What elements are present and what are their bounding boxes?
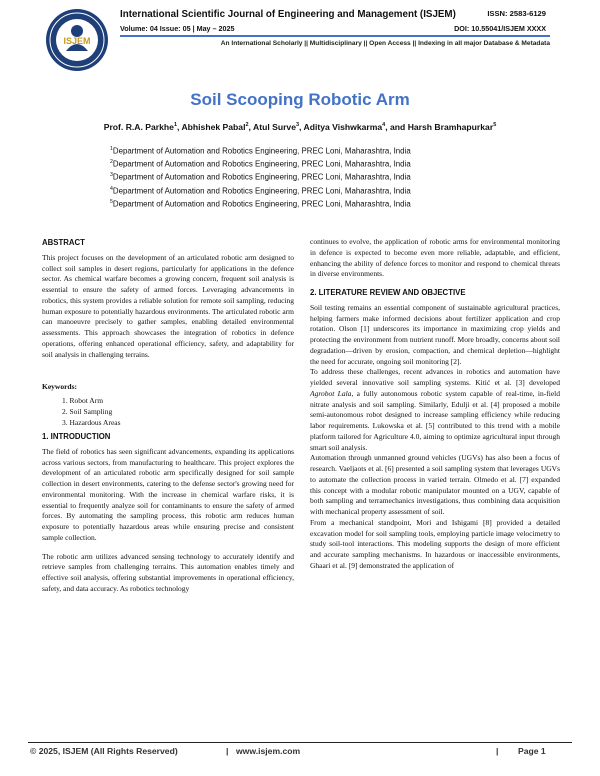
affiliation-sup: 4 xyxy=(110,185,113,192)
author-name: Atul Surve xyxy=(253,122,296,132)
journal-volume: Volume: 04 Issue: 05 | May – 2025 xyxy=(120,24,235,33)
keyword-item: 1. Robot Arm xyxy=(62,396,104,405)
introduction-paragraph: The robotic arm utilizes advanced sensing technology to accurately identify and retrieve samples from challenging terrains. This automation enables timely and effective soil analysis, offering substantial improvements in operational efficiency, safety, and data accuracy. As robotics technology xyxy=(42,551,294,593)
logo-text: ISJEM xyxy=(63,36,91,46)
footer-copyright: © 2025, ISJEM (All Rights Reserved) xyxy=(30,746,178,756)
affiliation-sup: 2 xyxy=(110,159,113,166)
affiliation-sup: 3 xyxy=(110,172,113,179)
affiliation xyxy=(110,144,510,157)
affiliation-text: Department of Automation and Robotics Engineering, PREC Loni, Maharashtra, India xyxy=(112,199,411,209)
system-name: Agrobot Lala xyxy=(310,388,352,398)
journal-tagline: An International Scholarly || Multidisciplinary || Open Access || Indexing in all major Database & Metadata xyxy=(220,40,550,47)
author-sup: 2 xyxy=(245,122,249,129)
literature-paragraph: To address these challenges, recent advances in robotics and automation have yielded several innovative soil sampling systems. Kitić et al. [3] developed Agrobot Lala, a fully autonomous robotic system capable of real-time, in-field nitrate analysis and soil sampling. Similarly, Edulji et al. [4] proposed a mobile semi-autonomous robot designed to increase sampling efficiency while reducing labor requirements. Lukowska et al. [5] contributed to this trend with a mobile platform tailored for Agriculture 4.0, aiming to optimize agricultural input through smart soil analysis. xyxy=(310,367,561,452)
footer-separator: | xyxy=(496,746,499,756)
footer-separator: | xyxy=(226,746,229,756)
author-sup: 5 xyxy=(493,122,497,129)
author-name: Abhishek Pabal xyxy=(181,122,246,132)
author-separator: , and xyxy=(385,122,408,132)
affiliation-text: Department of Automation and Robotics Engineering, PREC Loni, Maharashtra, India xyxy=(112,159,411,169)
author-separator: , xyxy=(299,122,304,132)
literature-heading: 2. LITERATURE REVIEW AND OBJECTIVE xyxy=(310,288,466,297)
literature-paragraph: Soil testing remains an essential component of sustainable agricultural practices, helping farmers make informed decisions about fertilizer application and crop rotation. Olson [1] underscores its importance in maximizing crop yields and protecting the environment from nutrient runoff. More broadly, concerns about soil degradation—driven by erosion, compaction, and chemical depletion—highlight the need for accurate, ongoing soil monitoring [2]. xyxy=(310,302,560,366)
author-sup: 1 xyxy=(173,122,177,129)
affiliation xyxy=(110,170,510,183)
author-sup: 4 xyxy=(382,122,386,129)
introduction-heading: 1. INTRODUCTION xyxy=(42,432,111,441)
author-separator: , xyxy=(248,122,253,132)
affiliation xyxy=(110,197,510,210)
keywords-label: Keywords: xyxy=(42,382,77,392)
affiliation xyxy=(110,184,510,197)
abstract-text: This project focuses on the development of an articulated robotic arm designed to collect soil samples in desert regions, particularly for applications in the defence sector. As chemical warfare becomes a growing concern, frequent soil analysis is essential to ensure the safety of armed forces. Leveraging advancements in robotics, this system provides a reliable solution for remote soil sampling, reducing human exposure to potentially hazardous environments. The articulated robotic arm can manoeuvre precisely to gather samples, enabling detailed environmental assessments. This approach showcases the integration of robotics in defence operations, offering enhanced operational efficiency, safety, and adaptability for soil analysis in challenging terrains. xyxy=(42,252,294,359)
affiliation-sup: 1 xyxy=(110,146,113,152)
journal-logo xyxy=(44,7,110,73)
journal-header xyxy=(0,0,600,78)
journal-issn: ISSN: 2583-6129 xyxy=(487,9,546,18)
footer-divider xyxy=(28,742,572,743)
left-column xyxy=(42,238,294,595)
keywords-list xyxy=(42,395,294,428)
author-sup: 3 xyxy=(295,122,300,129)
author-separator: , xyxy=(177,122,182,132)
author-name: Aditya Vishwkarma xyxy=(303,122,383,132)
abstract-heading: ABSTRACT xyxy=(42,238,85,247)
author-name: Harsh Bramhapurkar xyxy=(407,122,494,132)
affiliation xyxy=(110,157,510,170)
right-column xyxy=(310,237,560,572)
affiliation-text: Department of Automation and Robotics Engineering, PREC Loni, Maharashtra, India xyxy=(112,173,411,183)
introduction-continued: continues to evolve, the application of robotic arms for environmental monitoring in defence is expected to become even more reliable, adaptable, and efficient, enhancing the ability of defence forces to monitor and respond to chemical threats in diverse environments. xyxy=(310,237,560,279)
paper-title: Soil Scooping Robotic Arm xyxy=(190,90,410,109)
journal-doi: DOI: 10.55041/ISJEM XXXX xyxy=(454,24,546,33)
footer-website-link[interactable]: www.isjem.com xyxy=(236,746,301,756)
affiliation-list xyxy=(110,144,510,210)
affiliation-sup: 5 xyxy=(110,198,113,205)
author-name: Prof. R.A. Parkhe xyxy=(103,122,174,132)
introduction-paragraph: The field of robotics has seen significant advancements, expanding its applications across various sectors, from manufacturing to healthcare. This project explores the development of an articulated robotic arm specifically designed for soil sample collection in desert environments, catering to the defense sector's growing need for environmental monitoring. With the increase in chemical warfare risks, it is essential to frequently analyze soil for contaminants to ensure the safety of armed forces. By automating the sampling process, this robotic arm reduces human exposure to potentially hazardous areas while ensuring precise and consistent sample collection. xyxy=(42,446,294,542)
affiliation-text: Department of Automation and Robotics Engineering, PREC Loni, Maharashtra, India xyxy=(112,146,411,156)
author-list xyxy=(0,122,600,132)
header-divider xyxy=(120,35,550,37)
literature-paragraph: Automation through unmanned ground vehicles (UGVs) has also been a focus of research. Vaeljaots et al. [6] presented a soil sampling system that leverages UGVs to automate the collection process in varied terrain. Olmedo et al. [7] expanded this concept with a modular robotic manipulator mounted on a UGV, capable of both sampling and terramechanics investigations, thus combining data acquisition with mechanical property assessment of soil. xyxy=(310,453,560,516)
keyword-item: 3. Hazardous Areas xyxy=(62,418,121,427)
affiliation-text: Department of Automation and Robotics Engineering, PREC Loni, Maharashtra, India xyxy=(112,186,411,196)
keyword-item: 2. Soil Sampling xyxy=(62,407,113,416)
page-number: Page 1 xyxy=(518,746,546,756)
literature-paragraph: From a mechanical standpoint, Mori and Ishigami [8] provided a detailed excavation model for soil sampling tools, employing particle image velocimetry to study soil-tool interactions. This modeling supports the design of more efficient and accurate sampling mechanisms. In hazardous or inaccessible environments, Ghaari et al. [9] demonstrated the application of xyxy=(310,517,560,570)
journal-name: International Scientific Journal of Engineering and Management (ISJEM) xyxy=(120,9,456,20)
